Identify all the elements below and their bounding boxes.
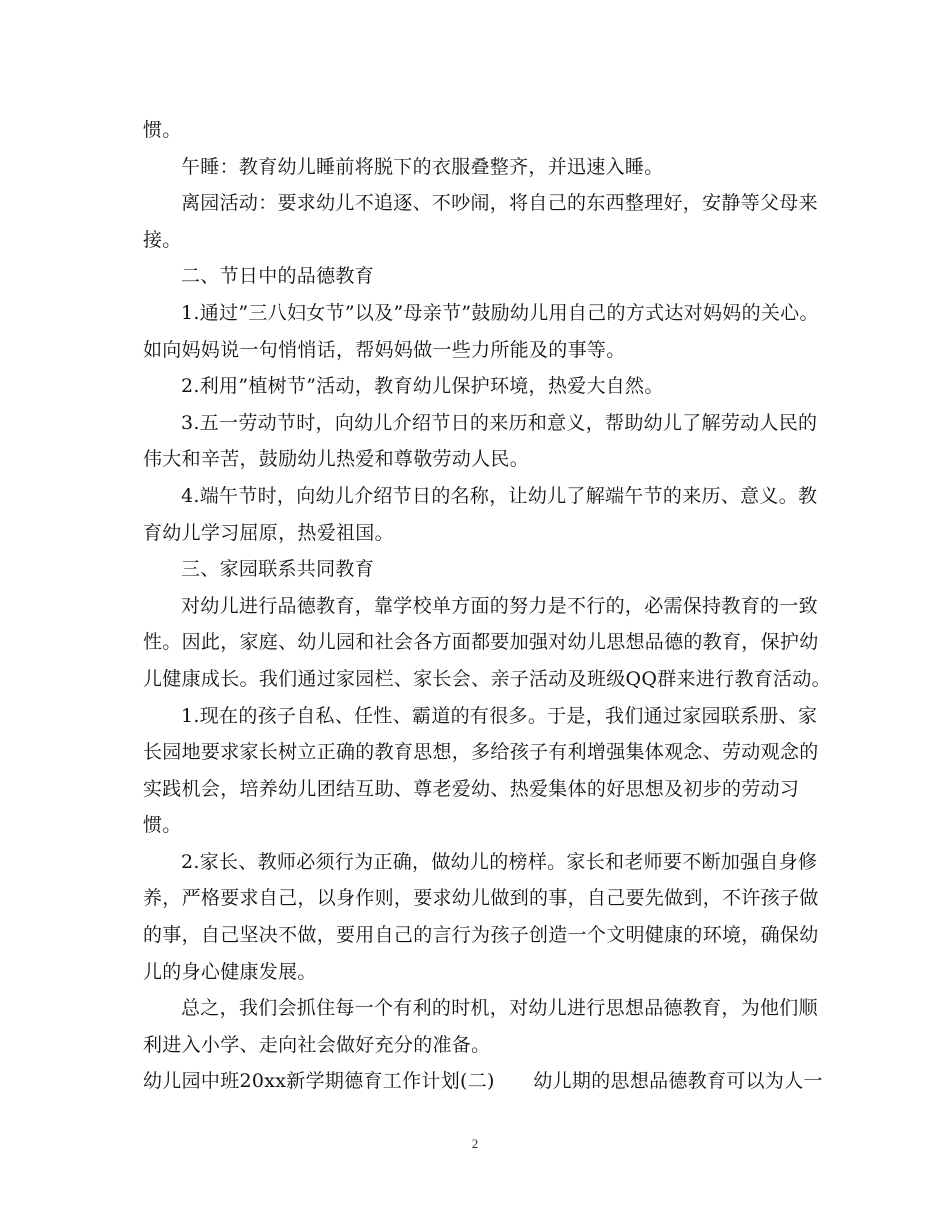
text-line: 接。 <box>143 228 182 251</box>
document-body <box>143 112 831 1100</box>
text-line: 午睡：教育幼儿睡前将脱下的衣服叠整齐，并迅速入睡。 <box>181 155 664 178</box>
text-line: 4.端午节时，向幼儿介绍节日的名称，让幼儿了解端午节的来历、意义。教 <box>181 484 818 507</box>
text-line: 育幼儿学习屈原，热爱祖国。 <box>143 521 394 544</box>
text-line: 伟大和辛苦，鼓励幼儿热爱和尊敬劳动人民。 <box>143 448 530 471</box>
text-line: 1.通过”三八妇女节”以及”母亲节”鼓励幼儿用自己的方式达对妈妈的关心。 <box>181 301 819 324</box>
text-line: 长园地要求家长树立正确的教育思想，多给孩子有利增强集体观念、劳动观念的 <box>143 741 819 764</box>
text-line: 性。因此，家庭、幼儿园和社会各方面都要加强对幼儿思想品德的教育，保护幼 <box>143 631 819 654</box>
text-line: 惯。 <box>143 814 182 837</box>
text-line: 3.五一劳动节时，向幼儿介绍节日的来历和意义，帮助幼儿了解劳动人民的 <box>181 411 818 434</box>
text-line: 惯。 <box>143 119 182 141</box>
text-line: 利进入小学、走向社会做好充分的准备。 <box>143 1033 491 1056</box>
text-line: 儿健康成长。我们通过家园栏、家长会、亲子活动及班级QQ群来进行教育活动。 <box>143 667 831 690</box>
text-line: 对幼儿进行品德教育，靠学校单方面的努力是不行的，必需保持教育的一致 <box>181 594 818 617</box>
text-line: 如向妈妈说一句悄悄话，帮妈妈做一些力所能及的事等。 <box>143 338 626 361</box>
text-line: 儿的身心健康发展。 <box>143 960 317 983</box>
section-heading: 二、节日中的品德教育 <box>181 265 375 288</box>
text-line: 离园活动：要求幼儿不追逐、不吵闹，将自己的东西整理好，安静等父母来 <box>181 192 818 215</box>
text-line: 幼儿园中班20xx新学期德育工作计划(二) 幼儿期的思想品德教育可以为人一 <box>143 1070 823 1093</box>
page-number: 2 <box>471 1136 479 1151</box>
text-line: 的事，自己坚决不做，要用自己的言行为孩子创造一个文明健康的环境，确保幼 <box>143 924 819 947</box>
text-line: 2.家长、教师必须行为正确，做幼儿的榜样。家长和老师要不断加强自身修 <box>181 850 818 873</box>
text-line: 实践机会，培养幼儿团结互助、尊老爱幼、热爱集体的好思想及初步的劳动习 <box>143 777 800 800</box>
text-line: 养，严格要求自己，以身作则，要求幼儿做到的事，自己要先做到，不许孩子做 <box>143 887 819 910</box>
text-line: 1.现在的孩子自私、任性、霸道的有很多。于是，我们通过家园联系册、家 <box>181 704 818 727</box>
section-heading: 三、家园联系共同教育 <box>181 558 375 581</box>
text-line: 2.利用”植树节”活动，教育幼儿保护环境，热爱大自然。 <box>181 375 664 398</box>
text-line: 总之，我们会抓住每一个有利的时机，对幼儿进行思想品德教育，为他们顺 <box>181 997 818 1020</box>
